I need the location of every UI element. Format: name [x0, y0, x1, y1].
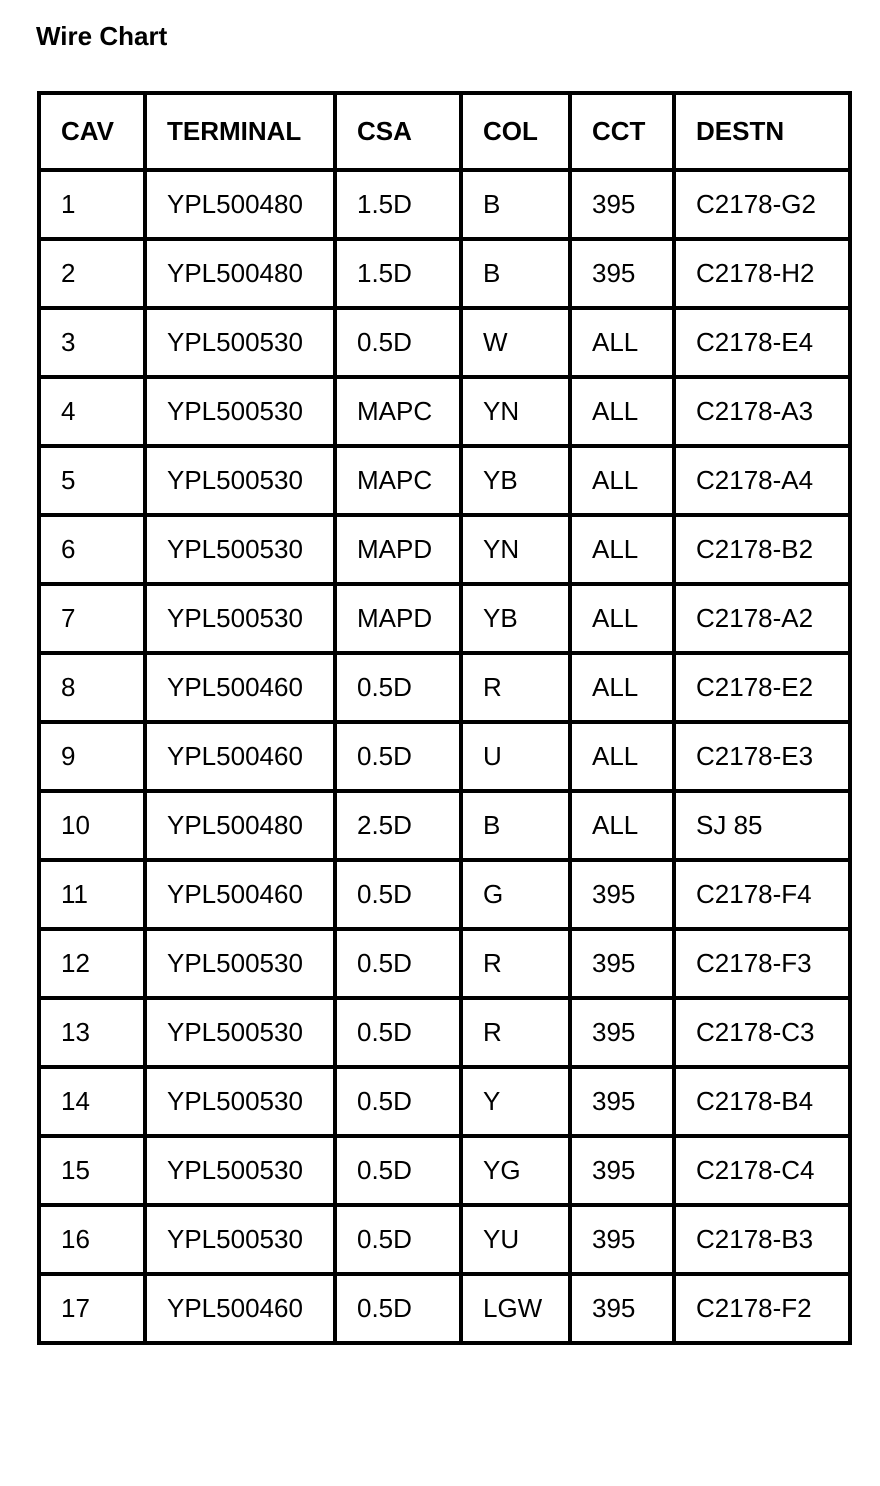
- cell-terminal: YPL500460: [145, 653, 335, 722]
- table-row: [39, 1136, 850, 1205]
- cell-cct: ALL: [570, 584, 674, 653]
- table-row: [39, 1205, 850, 1274]
- cell-cav: 13: [39, 998, 145, 1067]
- cell-terminal: YPL500530: [145, 998, 335, 1067]
- cell-col: R: [461, 929, 570, 998]
- cell-terminal: YPL500460: [145, 722, 335, 791]
- cell-csa: 0.5D: [335, 860, 461, 929]
- cell-cav: 14: [39, 1067, 145, 1136]
- cell-terminal: YPL500530: [145, 308, 335, 377]
- cell-col: YB: [461, 584, 570, 653]
- cell-cct: ALL: [570, 653, 674, 722]
- cell-col: B: [461, 170, 570, 239]
- cell-destn: C2178-C4: [674, 1136, 850, 1205]
- cell-cct: 395: [570, 239, 674, 308]
- cell-cct: 395: [570, 1205, 674, 1274]
- cell-cct: 395: [570, 1067, 674, 1136]
- cell-cav: 6: [39, 515, 145, 584]
- cell-terminal: YPL500530: [145, 515, 335, 584]
- cell-csa: MAPC: [335, 446, 461, 515]
- cell-csa: 0.5D: [335, 1274, 461, 1343]
- cell-destn: C2178-A2: [674, 584, 850, 653]
- table-body: [39, 170, 850, 1343]
- cell-cct: 395: [570, 1136, 674, 1205]
- cell-cav: 17: [39, 1274, 145, 1343]
- table-row: [39, 860, 850, 929]
- cell-col: W: [461, 308, 570, 377]
- cell-col: YN: [461, 377, 570, 446]
- cell-col: YB: [461, 446, 570, 515]
- cell-destn: C2178-B3: [674, 1205, 850, 1274]
- cell-cav: 11: [39, 860, 145, 929]
- cell-csa: 0.5D: [335, 722, 461, 791]
- table-row: [39, 653, 850, 722]
- cell-cct: ALL: [570, 308, 674, 377]
- cell-csa: MAPD: [335, 584, 461, 653]
- table-row: [39, 722, 850, 791]
- cell-cct: 395: [570, 170, 674, 239]
- cell-terminal: YPL500480: [145, 170, 335, 239]
- cell-csa: 0.5D: [335, 653, 461, 722]
- cell-csa: 0.5D: [335, 308, 461, 377]
- cell-csa: 0.5D: [335, 929, 461, 998]
- cell-col: R: [461, 998, 570, 1067]
- cell-cct: ALL: [570, 791, 674, 860]
- cell-cct: 395: [570, 929, 674, 998]
- cell-cct: ALL: [570, 377, 674, 446]
- cell-csa: 0.5D: [335, 1205, 461, 1274]
- wire-chart-table: [37, 91, 852, 1345]
- cell-col: Y: [461, 1067, 570, 1136]
- header-cct: CCT: [570, 93, 674, 170]
- cell-col: B: [461, 791, 570, 860]
- cell-csa: 1.5D: [335, 170, 461, 239]
- cell-cct: 395: [570, 860, 674, 929]
- cell-col: G: [461, 860, 570, 929]
- cell-cct: 395: [570, 1274, 674, 1343]
- cell-destn: C2178-E4: [674, 308, 850, 377]
- cell-terminal: YPL500460: [145, 1274, 335, 1343]
- cell-terminal: YPL500480: [145, 239, 335, 308]
- cell-destn: C2178-G2: [674, 170, 850, 239]
- cell-terminal: YPL500530: [145, 1205, 335, 1274]
- table-row: [39, 1067, 850, 1136]
- cell-destn: C2178-C3: [674, 998, 850, 1067]
- cell-destn: C2178-F3: [674, 929, 850, 998]
- table-row: [39, 515, 850, 584]
- cell-destn: C2178-F4: [674, 860, 850, 929]
- header-terminal: TERMINAL: [145, 93, 335, 170]
- cell-csa: 1.5D: [335, 239, 461, 308]
- cell-cct: ALL: [570, 515, 674, 584]
- cell-csa: 2.5D: [335, 791, 461, 860]
- table-row: [39, 1274, 850, 1343]
- cell-cav: 7: [39, 584, 145, 653]
- cell-destn: C2178-A4: [674, 446, 850, 515]
- cell-terminal: YPL500480: [145, 791, 335, 860]
- cell-destn: C2178-B4: [674, 1067, 850, 1136]
- cell-cav: 16: [39, 1205, 145, 1274]
- cell-cav: 2: [39, 239, 145, 308]
- cell-col: U: [461, 722, 570, 791]
- cell-terminal: YPL500530: [145, 929, 335, 998]
- table-row: [39, 584, 850, 653]
- cell-csa: MAPD: [335, 515, 461, 584]
- cell-cct: 395: [570, 998, 674, 1067]
- cell-terminal: YPL500460: [145, 860, 335, 929]
- cell-terminal: YPL500530: [145, 446, 335, 515]
- table-row: [39, 998, 850, 1067]
- cell-cav: 3: [39, 308, 145, 377]
- cell-destn: C2178-E2: [674, 653, 850, 722]
- cell-terminal: YPL500530: [145, 1136, 335, 1205]
- header-csa: CSA: [335, 93, 461, 170]
- header-col: COL: [461, 93, 570, 170]
- cell-col: R: [461, 653, 570, 722]
- cell-destn: SJ 85: [674, 791, 850, 860]
- cell-col: LGW: [461, 1274, 570, 1343]
- table-row: [39, 239, 850, 308]
- cell-destn: C2178-E3: [674, 722, 850, 791]
- cell-cav: 10: [39, 791, 145, 860]
- header-destn: DESTN: [674, 93, 850, 170]
- cell-cct: ALL: [570, 446, 674, 515]
- cell-csa: 0.5D: [335, 1136, 461, 1205]
- cell-col: YN: [461, 515, 570, 584]
- cell-cav: 5: [39, 446, 145, 515]
- cell-col: YG: [461, 1136, 570, 1205]
- cell-cav: 1: [39, 170, 145, 239]
- cell-destn: C2178-B2: [674, 515, 850, 584]
- table-row: [39, 791, 850, 860]
- page-title: Wire Chart: [36, 21, 168, 51]
- cell-destn: C2178-H2: [674, 239, 850, 308]
- table-row: [39, 446, 850, 515]
- cell-cav: 9: [39, 722, 145, 791]
- cell-col: YU: [461, 1205, 570, 1274]
- cell-cav: 12: [39, 929, 145, 998]
- table-row: [39, 377, 850, 446]
- cell-csa: MAPC: [335, 377, 461, 446]
- cell-destn: C2178-F2: [674, 1274, 850, 1343]
- cell-col: B: [461, 239, 570, 308]
- header-cav: CAV: [39, 93, 145, 170]
- cell-destn: C2178-A3: [674, 377, 850, 446]
- cell-terminal: YPL500530: [145, 584, 335, 653]
- cell-cav: 8: [39, 653, 145, 722]
- table-row: [39, 170, 850, 239]
- table-header-row: [39, 93, 850, 170]
- cell-terminal: YPL500530: [145, 1067, 335, 1136]
- cell-csa: 0.5D: [335, 998, 461, 1067]
- table-row: [39, 308, 850, 377]
- cell-cav: 15: [39, 1136, 145, 1205]
- cell-terminal: YPL500530: [145, 377, 335, 446]
- table-row: [39, 929, 850, 998]
- cell-cct: ALL: [570, 722, 674, 791]
- cell-cav: 4: [39, 377, 145, 446]
- cell-csa: 0.5D: [335, 1067, 461, 1136]
